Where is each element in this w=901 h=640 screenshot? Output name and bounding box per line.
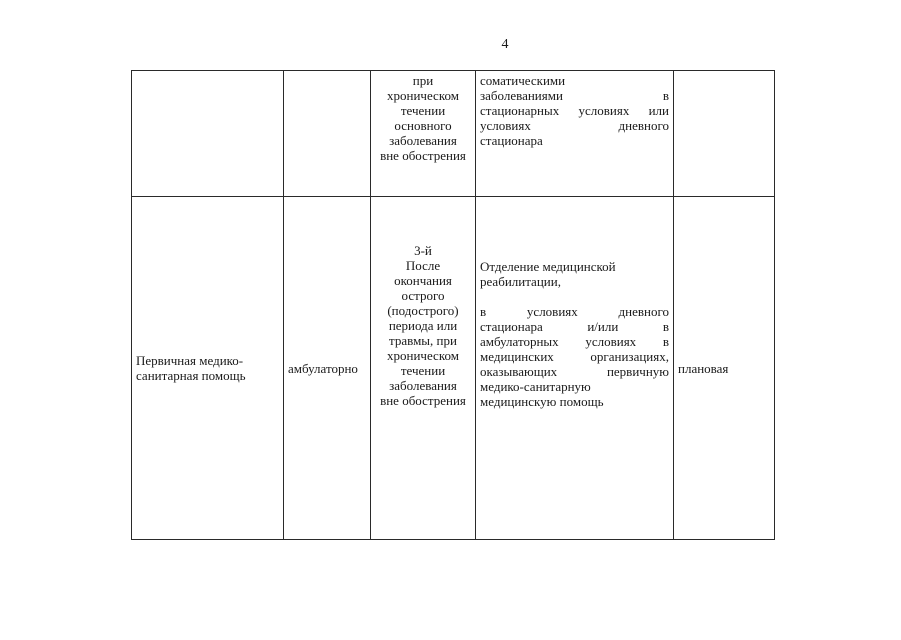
rehab-stage-line: вне обострения [380, 393, 466, 408]
table-row [132, 71, 775, 197]
rehab-stage-line: основного [394, 118, 452, 133]
care-type-line: санитарная помощь [136, 368, 246, 383]
care-type-line: Первичная медико- [136, 353, 244, 368]
rehab-stage-line: течении [400, 103, 446, 118]
rehab-unit-line: оказывающих первичную [480, 364, 669, 379]
rehab-unit-line: соматическими [480, 73, 566, 88]
rehab-stage-line: при [412, 73, 434, 88]
rehab-stage-line: заболевания [389, 133, 457, 148]
rehab-unit-line: медицинских организациях, [480, 349, 669, 364]
rehab-stage-cell [371, 71, 476, 197]
rehab-unit-cell [476, 71, 674, 197]
rehab-stage-cell [371, 197, 476, 540]
rehab-unit-line: медицинскую помощь [480, 394, 604, 409]
care-table [131, 70, 775, 540]
care-type-cell [132, 71, 284, 197]
line-gap [480, 289, 669, 304]
rehab-unit-line: условиях дневного [480, 118, 669, 133]
rehab-stage-line: хроническом [387, 348, 459, 363]
rehab-unit-heading-line: Отделение медицинской [480, 259, 616, 274]
rehab-stage-line: острого [401, 288, 445, 303]
rehab-stage-line: вне обострения [380, 148, 466, 163]
care-type-cell [132, 197, 284, 540]
rehab-stage-line: 3-й [414, 243, 432, 258]
rehab-unit-line: в условиях дневного [480, 304, 669, 319]
rehab-stage-line: периода или [388, 318, 458, 333]
rehab-unit-line: стационара и/или в [480, 319, 669, 334]
rehab-unit-line: амбулаторных условиях в [480, 334, 669, 349]
rehab-unit-line: медико-санитарную [480, 379, 591, 394]
rehab-stage-line: хроническом [387, 88, 459, 103]
care-conditions-cell: амбулаторно [284, 197, 371, 540]
care-form-cell [674, 71, 775, 197]
rehab-unit-cell [476, 197, 674, 540]
care-form-cell: плановая [674, 197, 775, 540]
rehab-unit-line: заболеваниями в [480, 88, 669, 103]
rehab-unit-heading-line: реабилитации, [480, 274, 561, 289]
rehab-stage-line: После [405, 258, 441, 273]
rehab-unit-line: стационарных условиях или [480, 103, 669, 118]
care-conditions-cell [284, 71, 371, 197]
table-row [132, 197, 775, 540]
rehab-stage-line: травмы, при [389, 333, 457, 348]
page-number: 4 [501, 37, 509, 52]
rehab-stage-line: течении [400, 363, 446, 378]
rehab-unit-line: стационара [480, 133, 543, 148]
rehab-stage-line: окончания [394, 273, 452, 288]
rehab-stage-line: (подострого) [387, 303, 459, 318]
rehab-stage-line: заболевания [389, 378, 457, 393]
